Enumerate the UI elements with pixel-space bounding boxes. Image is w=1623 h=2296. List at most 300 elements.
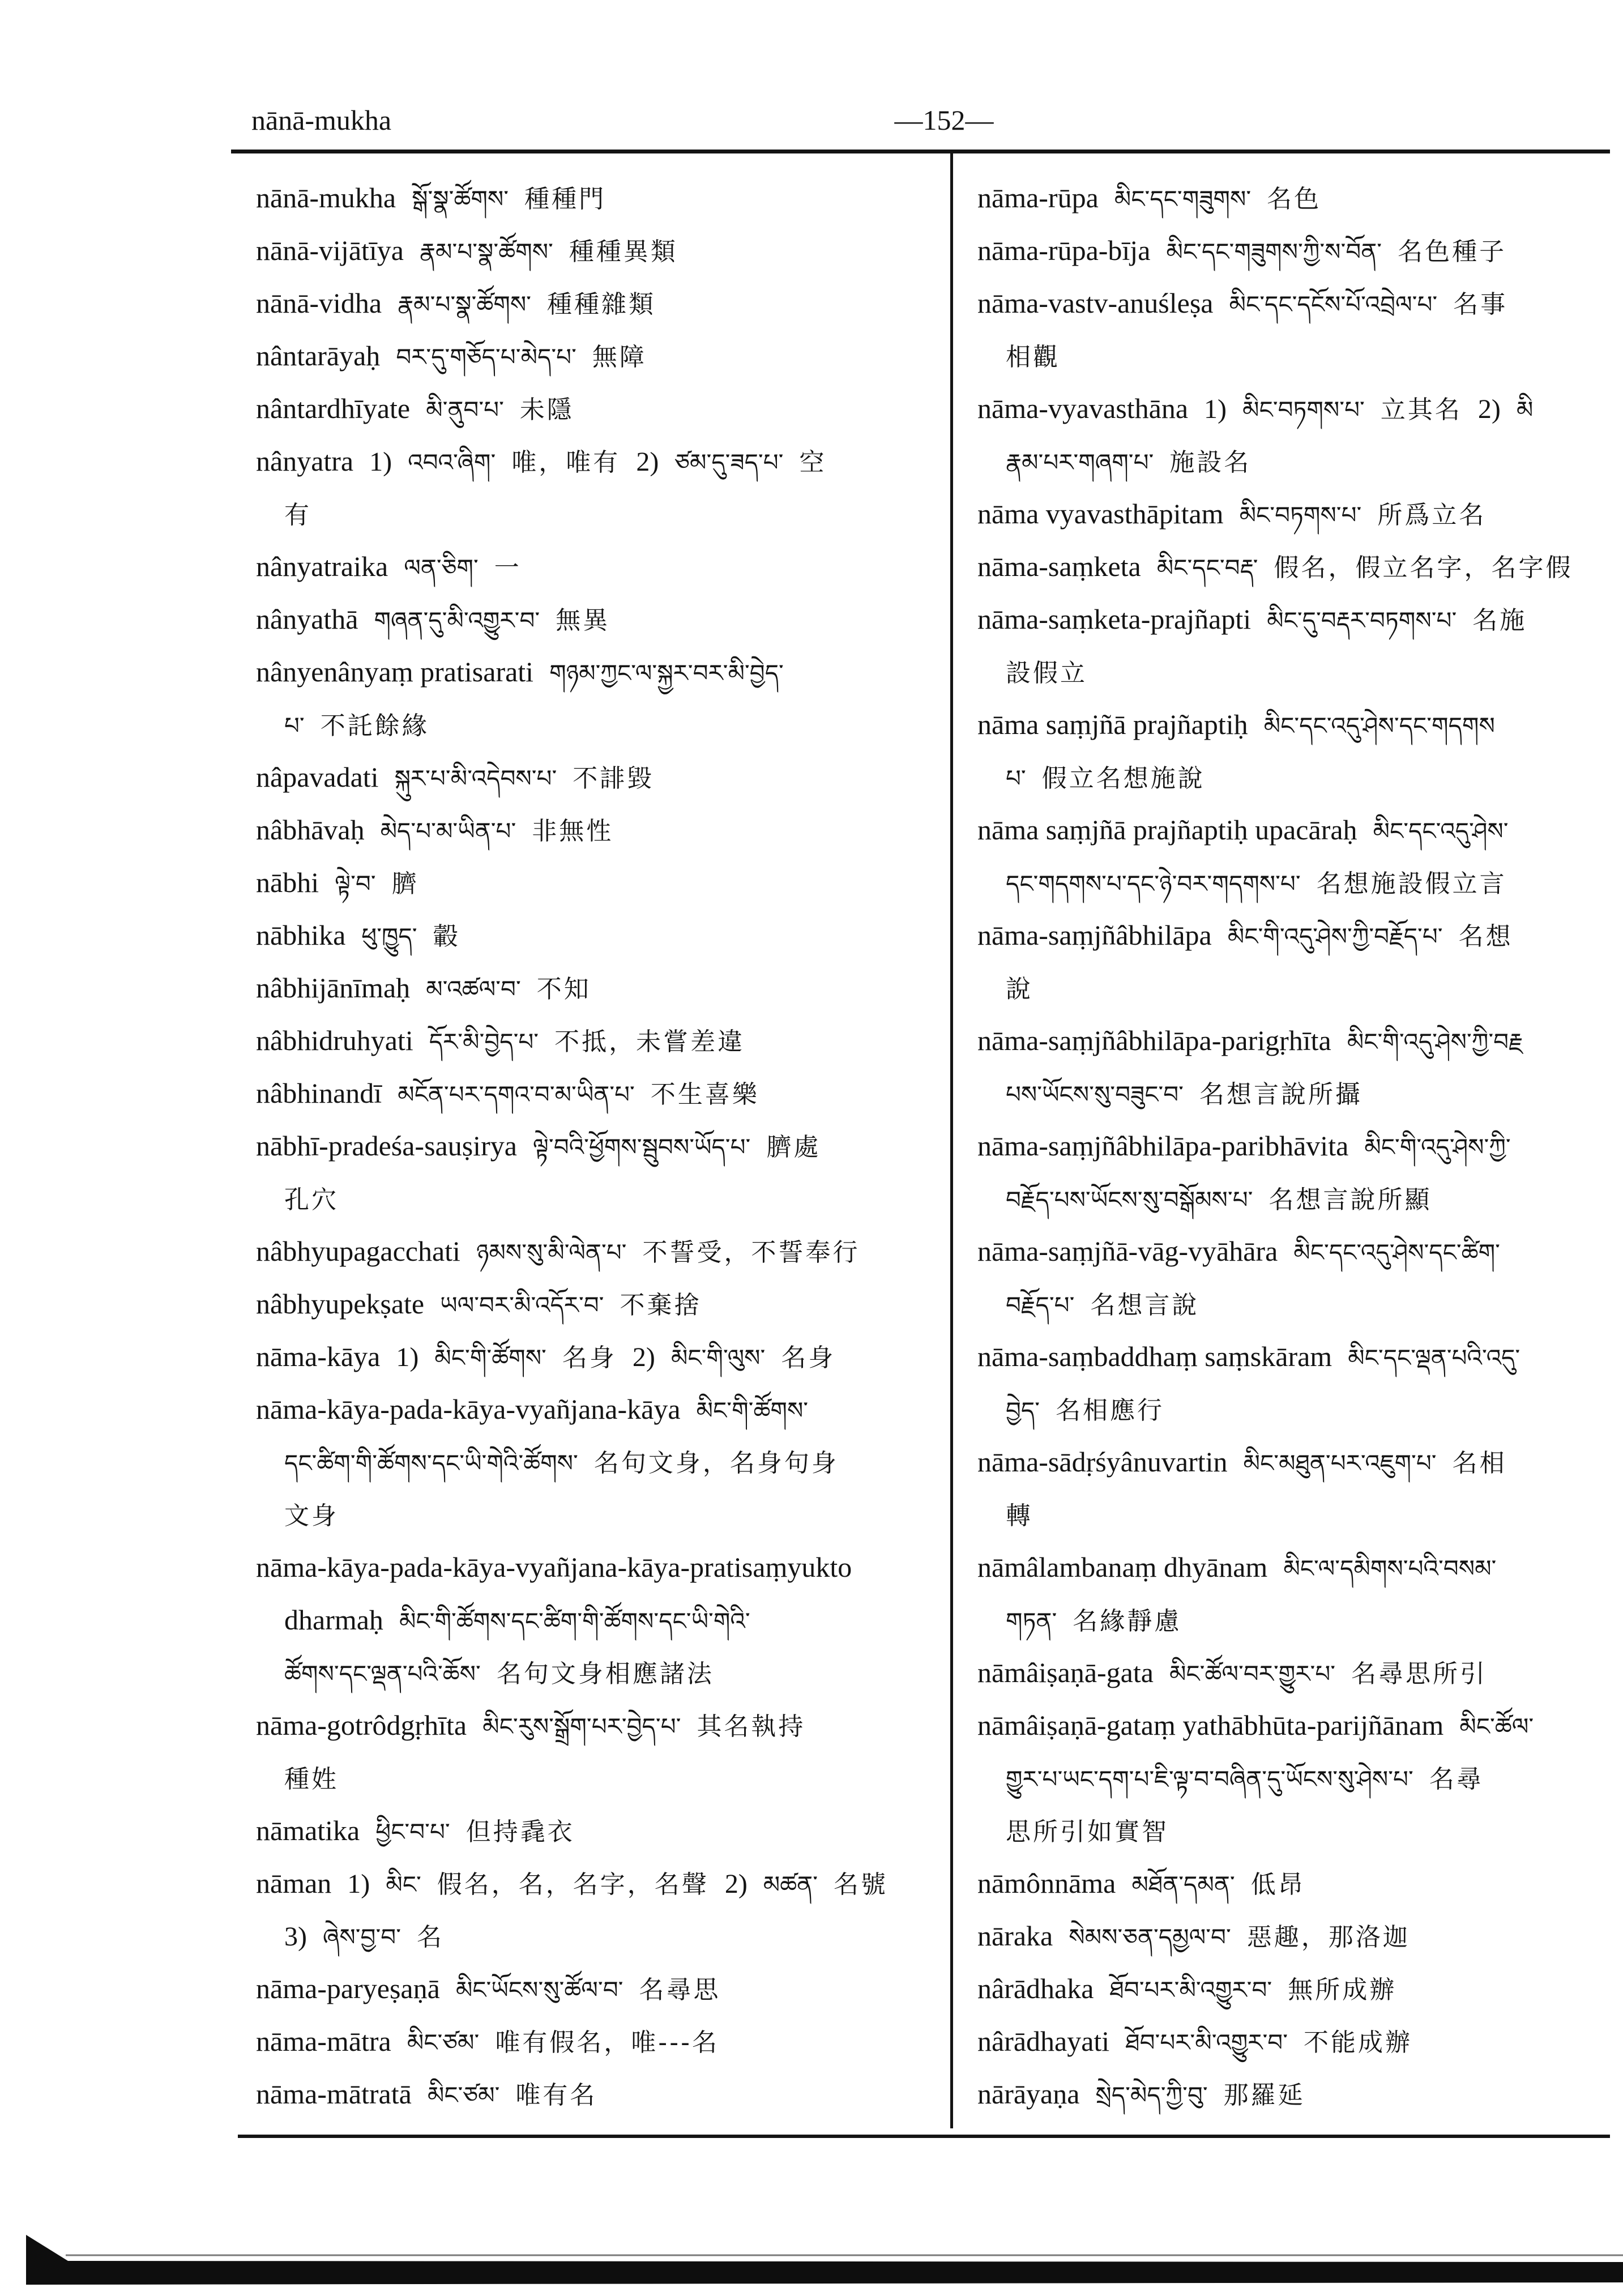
chinese-equivalent: 名想施設假立言 [1316, 869, 1507, 898]
entry-line [977, 540, 1610, 593]
entry-line [256, 1225, 938, 1278]
headword: nāmônnāma [977, 1867, 1116, 1899]
entry-line [256, 1383, 938, 1436]
headword: nāmâiṣaṇā-gata [977, 1657, 1154, 1688]
tibetan-equivalent: སྲེད་མེད་ཀྱི་བུ་ [1095, 2081, 1208, 2109]
headword: nāma-vyavasthāna [977, 392, 1189, 424]
dictionary-entry [977, 172, 1610, 224]
chinese-equivalent: 所爲立名 [1377, 501, 1487, 530]
chinese-equivalent: 唯有名 [515, 2081, 597, 2110]
chinese-equivalent: 唯有假名，唯---名 [495, 2028, 719, 2057]
chinese-equivalent: 設假立 [1006, 659, 1087, 688]
headword: nâbhinandī [256, 1077, 382, 1109]
entry-line [977, 1436, 1610, 1488]
dictionary-entry [977, 540, 1610, 593]
tibetan-equivalent: རྣམ་པ་སྣ་ཚོགས་ [398, 291, 531, 318]
dictionary-entry [256, 593, 938, 646]
headword: nāma-kāya [256, 1341, 381, 1372]
entry-line [256, 1804, 938, 1857]
entry-continuation-line [977, 962, 1610, 1014]
top-rule [231, 150, 1610, 153]
dictionary-entry [977, 1330, 1610, 1436]
chinese-equivalent: 無異 [556, 606, 610, 635]
chinese-equivalent: 名相 [1452, 1449, 1507, 1478]
dictionary-entry [256, 330, 938, 382]
tibetan-equivalent: མིང་དང་འདུ་ཤེས་ [1373, 817, 1509, 845]
tibetan-equivalent: གཞན་དུ་མི་འགྱུར་བ་ [374, 607, 540, 634]
chinese-equivalent: 假名，假立名字，名字假 [1274, 553, 1573, 582]
tibetan-equivalent: ཚོགས་དང་ལྡན་པའི་ཆོས་ [284, 1660, 481, 1688]
entry-line [977, 1330, 1610, 1383]
headword: nâbhidruhyati [256, 1025, 413, 1056]
chinese-equivalent: 假名，名，名字，名聲 [437, 1870, 709, 1899]
entry-line [977, 909, 1610, 962]
right-column [977, 172, 1610, 2123]
entry-line [256, 540, 938, 593]
tibetan-equivalent: མིང་ [386, 1871, 421, 1898]
headword: nânyatraika [256, 550, 388, 582]
dictionary-entry [977, 224, 1610, 277]
entry-continuation-line [977, 1488, 1610, 1541]
tibetan-equivalent: མི་ནུབ་པ་ [426, 396, 504, 424]
dictionary-entry [256, 1857, 938, 1962]
tibetan-equivalent: མིང་གི་ལུས་ [670, 1344, 766, 1372]
headword: nānā-vidha [256, 287, 382, 319]
headword: nāma-kāya-pada-kāya-vyañjana-kāya [256, 1393, 681, 1425]
tibetan-equivalent: སེམས་ཅན་དམྱལ་བ་ [1069, 1923, 1231, 1951]
entry-line [256, 1120, 938, 1172]
headword: nāma-mātratā [256, 2078, 412, 2110]
dictionary-entry [256, 1962, 938, 2015]
entry-continuation-line [977, 1172, 1610, 1225]
tibetan-equivalent: ཐོབ་པར་མི་འགྱུར་བ་ [1125, 2029, 1288, 2056]
tibetan-equivalent: མིང་དུ་བརྡར་བཏགས་པ་ [1267, 607, 1457, 634]
entry-continuation-line [977, 435, 1610, 488]
entry-line [977, 1120, 1610, 1172]
chinese-equivalent: 不誹毀 [573, 764, 655, 793]
chinese-equivalent: 無所成辦 [1288, 1975, 1397, 2004]
entry-continuation-line [256, 1172, 938, 1225]
dictionary-entry [977, 1646, 1610, 1699]
headword: nârādhaka [977, 1973, 1094, 2004]
headword: nāma saṃjñā prajñaptiḥ [977, 709, 1248, 740]
entry-line [977, 382, 1610, 435]
entry-line [256, 382, 938, 435]
dictionary-entry [977, 382, 1610, 488]
tibetan-equivalent: མིང་དང་འདུ་ཤེས་དང་གདགས [1263, 712, 1495, 740]
entry-line [256, 2015, 938, 2068]
tibetan-equivalent: ཉམས་སུ་མི་ལེན་པ་ [476, 1239, 627, 1266]
entry-line [256, 1699, 938, 1752]
sense-number: 1) [347, 1869, 370, 1899]
entry-line [977, 1541, 1610, 1594]
chinese-equivalent: 不知 [536, 975, 591, 1004]
tibetan-equivalent: མིང་གི་འདུ་ཤེས་ཀྱི་བརྗོད་པ་ [1227, 923, 1443, 950]
headword: nânyenânyaṃ pratisarati [256, 656, 534, 688]
entry-line [977, 804, 1610, 856]
entry-line [977, 1910, 1610, 1962]
tibetan-equivalent: མིང་ཙམ་ [407, 2029, 480, 2056]
chinese-equivalent: 一 [494, 553, 522, 582]
headword: nārāyaṇa [977, 2078, 1080, 2110]
entry-continuation-line [977, 1383, 1610, 1436]
entry-continuation-line [977, 1804, 1610, 1857]
dictionary-entry [256, 2068, 938, 2120]
headword: nāma-rūpa [977, 182, 1099, 214]
tibetan-equivalent: མེད་པ་མ་ཡིན་པ་ [380, 817, 516, 845]
entry-continuation-line [977, 1067, 1610, 1120]
entry-line [977, 1699, 1610, 1752]
chinese-equivalent: 空 [799, 448, 827, 477]
tibetan-equivalent: མིང་ཡོངས་སུ་ཚོལ་བ་ [455, 1976, 623, 2004]
chinese-equivalent: 不誓受，不誓奉行 [642, 1238, 860, 1267]
scan-edge-band [0, 2226, 1623, 2296]
entry-line [977, 593, 1610, 646]
tibetan-equivalent: དང་གདགས་པ་དང་ཉེ་བར་གདགས་པ་ [1006, 870, 1301, 898]
column-divider [950, 153, 953, 2128]
dictionary-entry [256, 1278, 938, 1330]
tibetan-equivalent: མིང་ཚོལ་བར་གྱུར་པ་ [1169, 1660, 1336, 1688]
dictionary-entry [256, 1067, 938, 1120]
entry-continuation-line [977, 856, 1610, 909]
tibetan-equivalent: ལྟེ་བ་ [335, 870, 376, 898]
dictionary-entry [256, 856, 938, 909]
tibetan-equivalent: མཐོན་དམན་ [1131, 1871, 1235, 1898]
dictionary-entry [977, 1225, 1610, 1330]
left-column [256, 172, 938, 2123]
chinese-equivalent: 低昂 [1250, 1870, 1305, 1899]
sanskrit-text: dharmaḥ [284, 1604, 383, 1636]
chinese-equivalent: 不能成辦 [1304, 2028, 1413, 2057]
entry-line [977, 2068, 1610, 2120]
entry-line [256, 1067, 938, 1120]
tibetan-equivalent: ཕུ་ཁྱུད་ [361, 923, 417, 950]
headword: nâbhijānīmaḥ [256, 972, 411, 1004]
headword: nârādhayati [977, 2025, 1110, 2057]
entry-line [977, 1857, 1610, 1910]
sense-number: 1) [396, 1342, 419, 1372]
entry-line [256, 1857, 938, 1910]
tibetan-equivalent: གཉམ་ཀྱང་ལ་སྐྱར་བར་མི་བྱེད་ [549, 659, 784, 687]
tibetan-equivalent: རྣམ་པར་གཞག་པ་ [1006, 449, 1154, 476]
chinese-equivalent: 有 [284, 501, 311, 530]
entry-continuation-line [977, 330, 1610, 382]
dictionary-entry [256, 1120, 938, 1225]
headword: nâbhāvaḥ [256, 814, 365, 846]
tibetan-equivalent: བྱེད་ [1006, 1397, 1040, 1424]
chinese-equivalent: 假立名想施說 [1041, 764, 1205, 793]
dictionary-entry [977, 1436, 1610, 1541]
headword: nāma-saṃjñā-vāg-vyāhāra [977, 1235, 1278, 1267]
chinese-equivalent: 不生喜樂 [650, 1080, 759, 1109]
tibetan-equivalent: ཙམ་དུ་ཟད་པ་ [674, 449, 784, 476]
entry-line [256, 435, 938, 488]
entry-line [256, 224, 938, 277]
tibetan-equivalent: ལན་ཅིག་ [404, 554, 479, 582]
chinese-equivalent: 名相應行 [1056, 1396, 1165, 1425]
chinese-equivalent: 名施 [1472, 606, 1527, 635]
tibetan-equivalent: མིང་གི་ཚོགས་ [434, 1344, 546, 1372]
chinese-equivalent: 但持毳衣 [465, 1817, 575, 1846]
dictionary-entry [256, 962, 938, 1014]
entry-line [256, 804, 938, 856]
tibetan-equivalent: ཐོབ་པར་མི་འགྱུར་བ་ [1109, 1976, 1272, 2004]
tibetan-equivalent: མིང་དང་ལྡན་པའི་འདུ་ [1348, 1344, 1521, 1372]
tibetan-equivalent: པས་ཡོངས་སུ་བཟུང་བ་ [1006, 1081, 1184, 1108]
chinese-equivalent: 名句文身相應諸法 [496, 1659, 714, 1688]
headword: nântardhīyate [256, 392, 411, 424]
chinese-equivalent: 未隱 [519, 395, 574, 424]
chinese-equivalent: 名 [417, 1923, 445, 1952]
entry-line [256, 330, 938, 382]
headword: nāma-vastv-anuśleṣa [977, 287, 1214, 319]
entry-line [977, 2015, 1610, 2068]
chinese-equivalent: 相觀 [1006, 343, 1060, 372]
entry-continuation-line [256, 1646, 938, 1699]
headword: nāma-gotrôdgṛhīta [256, 1709, 467, 1741]
entry-continuation-line [256, 1910, 938, 1962]
headword: nābhī-pradeśa-sauṣirya [256, 1130, 517, 1162]
running-head: nānā-mukha [251, 104, 392, 136]
chinese-equivalent: 名緣靜慮 [1073, 1607, 1182, 1636]
headword: nāma-paryeṣaṇā [256, 1973, 440, 2004]
chinese-equivalent: 不棄捨 [620, 1291, 702, 1320]
scan-edge-shadow [26, 2235, 1623, 2285]
entry-line [977, 698, 1610, 751]
tibetan-equivalent: ཞེས་བྱ་བ་ [322, 1923, 402, 1951]
dictionary-entry [977, 1962, 1610, 2015]
entry-continuation-line [977, 646, 1610, 698]
chinese-equivalent: 轉 [1006, 1501, 1033, 1530]
tibetan-equivalent: འབའ་ཞིག་ [408, 449, 496, 476]
chinese-equivalent: 文身 [284, 1501, 339, 1530]
entry-line [256, 172, 938, 224]
dictionary-entry [256, 909, 938, 962]
entry-line [256, 1962, 938, 2015]
entry-line [977, 1646, 1610, 1699]
tibetan-equivalent: དང་ཚིག་གི་ཚོགས་དང་ཡི་གེའི་ཚོགས་ [284, 1449, 578, 1477]
chinese-equivalent: 惡趣，那洛迦 [1246, 1923, 1410, 1952]
headword: nāraka [977, 1920, 1053, 1952]
dictionary-entry [256, 1225, 938, 1278]
entry-continuation-line [256, 1752, 938, 1804]
headword: nābhika [256, 919, 346, 951]
tibetan-equivalent: ལྟེ་བའི་ཕྱོགས་སྦུབས་ཡོད་པ་ [532, 1133, 751, 1161]
tibetan-equivalent: བརྗོད་པ་ [1006, 1291, 1075, 1319]
entry-continuation-line [256, 1594, 938, 1646]
headword: nāma-mātra [256, 2025, 391, 2057]
chinese-equivalent: 種種雜類 [547, 290, 656, 319]
entry-line [977, 1014, 1610, 1067]
tibetan-equivalent: མིང་ཚོལ་ [1459, 1713, 1534, 1740]
entry-line [977, 172, 1610, 224]
chinese-equivalent: 種姓 [284, 1765, 339, 1794]
chinese-equivalent: 名號 [834, 1870, 889, 1899]
entry-continuation-line [256, 1436, 938, 1488]
dictionary-entry [977, 1541, 1610, 1646]
entry-line [977, 224, 1610, 277]
dictionary-entry [256, 435, 938, 540]
headword: nāma-saṃjñâbhilāpa-paribhāvita [977, 1130, 1349, 1162]
chinese-equivalent: 那羅延 [1223, 2081, 1305, 2110]
entry-line [256, 1330, 938, 1383]
entry-line [256, 751, 938, 804]
dictionary-entry [256, 382, 938, 435]
tibetan-equivalent: མིང་གི་ཚོགས་ [696, 1397, 809, 1424]
dictionary-entry [256, 1014, 938, 1067]
headword: nāma-saṃketa [977, 550, 1141, 582]
chinese-equivalent: 名想言說所攝 [1199, 1080, 1363, 1109]
chinese-equivalent: 孔穴 [284, 1185, 339, 1214]
headword: nānā-mukha [256, 182, 396, 214]
tibetan-equivalent: མིང་དང་གཟུགས་ཀྱི་ས་བོན་ [1166, 238, 1382, 266]
tibetan-equivalent: མིང་གི་ཚོགས་དང་ཚིག་གི་ཚོགས་དང་ཡི་གེའི་ [399, 1607, 750, 1635]
headword: nāma-saṃjñâbhilāpa-parigṛhīta [977, 1025, 1331, 1056]
dictionary-entry [256, 1699, 938, 1804]
dictionary-entry [977, 277, 1610, 382]
sense-number: 2) [1477, 394, 1501, 424]
chinese-equivalent: 名色 [1267, 185, 1322, 214]
chinese-equivalent: 名尋 [1429, 1765, 1484, 1794]
entry-continuation-line [256, 698, 938, 751]
tibetan-equivalent: བར་དུ་གཅོད་པ་མེད་པ་ [396, 343, 576, 371]
chinese-equivalent: 其名執持 [697, 1712, 806, 1741]
tibetan-equivalent: མིང་ལ་དམིགས་པའི་བསམ་ [1283, 1555, 1497, 1582]
tibetan-equivalent: མིང་ཙམ་ [427, 2081, 500, 2109]
tibetan-equivalent: མིང་དང་གཟུགས་ [1114, 185, 1252, 213]
dictionary-entry [977, 2015, 1610, 2068]
tibetan-equivalent: གཏན་ [1006, 1607, 1057, 1635]
dictionary-entry [977, 2068, 1610, 2120]
tibetan-equivalent: མིང་མཐུན་པར་འཇུག་པ་ [1243, 1449, 1437, 1477]
headword: nāman [256, 1867, 332, 1899]
tibetan-equivalent: དོར་མི་བྱེད་པ་ [429, 1028, 539, 1056]
headword: nāma-saṃjñâbhilāpa [977, 919, 1212, 951]
tibetan-equivalent: པ་ [1006, 765, 1026, 792]
headword: nāmâiṣaṇā-gataṃ yathābhūta-parijñānam [977, 1709, 1444, 1741]
tibetan-equivalent: བརྗོད་པས་ཡོངས་སུ་བསྒོམས་པ་ [1006, 1186, 1253, 1214]
dictionary-entry [256, 1804, 938, 1857]
entry-line [977, 488, 1610, 540]
entry-line [256, 1541, 938, 1594]
dictionary-entry [977, 804, 1610, 909]
chinese-equivalent: 說 [1006, 975, 1033, 1004]
entry-line [977, 277, 1610, 330]
sense-number: 3) [284, 1922, 307, 1952]
dictionary-entry [256, 751, 938, 804]
dictionary-entry [977, 698, 1610, 804]
dictionary-entry [256, 1383, 938, 1541]
headword: nāma-rūpa-bīja [977, 234, 1151, 266]
headword: nāma-saṃbaddhaṃ saṃskāram [977, 1341, 1332, 1372]
chinese-equivalent: 名尋思 [639, 1975, 721, 2004]
entry-continuation-line [977, 1278, 1610, 1330]
dictionary-entry [256, 2015, 938, 2068]
chinese-equivalent: 轂 [433, 922, 460, 951]
tibetan-equivalent: མི [1516, 396, 1534, 424]
chinese-equivalent: 臍處 [766, 1133, 821, 1162]
chinese-equivalent: 名事 [1453, 290, 1508, 319]
tibetan-equivalent: མིང་རུས་སྒྲོག་པར་བྱེད་པ་ [482, 1713, 681, 1740]
chinese-equivalent: 名身 [562, 1343, 617, 1372]
entry-line [256, 962, 938, 1014]
sense-number: 1) [1204, 394, 1227, 424]
dictionary-entry [977, 488, 1610, 540]
chinese-equivalent: 種種門 [524, 185, 607, 214]
dictionary-entry [256, 277, 938, 330]
chinese-equivalent: 立其名 [1380, 395, 1462, 424]
chinese-equivalent: 名想言說 [1090, 1291, 1199, 1320]
dictionary-entry [256, 540, 938, 593]
tibetan-equivalent: ཡལ་བར་མི་འདོར་བ་ [440, 1291, 604, 1319]
tibetan-equivalent: མིང་བཏགས་པ་ [1239, 501, 1362, 529]
tibetan-equivalent: མིང་དང་བརྡ་ [1156, 554, 1258, 582]
headword: nâpavadati [256, 761, 379, 793]
tibetan-equivalent: མཚན་ [763, 1871, 818, 1898]
chinese-equivalent: 不託餘緣 [320, 711, 429, 740]
chinese-equivalent: 思所引如實智 [1006, 1817, 1169, 1846]
entry-line [256, 856, 938, 909]
dictionary-entry [256, 224, 938, 277]
headword: nânyatra [256, 445, 354, 477]
tibetan-equivalent: མིང་དང་འདུ་ཤེས་དང་ཚིག་ [1293, 1239, 1500, 1266]
sense-number: 2) [632, 1342, 655, 1372]
entry-line [256, 646, 938, 698]
entry-line [977, 1225, 1610, 1278]
entry-line [256, 593, 938, 646]
entry-continuation-line [977, 1594, 1610, 1646]
headword: nāma-saṃketa-prajñapti [977, 603, 1252, 635]
dictionary-entry [977, 1120, 1610, 1225]
entry-line [256, 277, 938, 330]
tibetan-equivalent: རྣམ་པ་སྣ་ཚོགས་ [420, 238, 553, 266]
headword: nāmâlambanaṃ dhyānam [977, 1551, 1268, 1583]
entry-continuation-line [256, 1488, 938, 1541]
tibetan-equivalent: མིང་བཏགས་པ་ [1242, 396, 1365, 424]
headword: nântarāyaḥ [256, 340, 381, 372]
headword: nāmatika [256, 1815, 360, 1846]
sense-number: 2) [724, 1869, 748, 1899]
chinese-equivalent: 非無性 [532, 817, 614, 846]
tibetan-equivalent: གྱུར་པ་ཡང་དག་པ་ཇི་ལྟ་བ་བཞིན་དུ་ཡོངས་སུ་ཤེས་པ་ [1006, 1765, 1413, 1793]
page-number: —152— [894, 104, 994, 136]
dictionary-entry [256, 1541, 938, 1699]
dictionary-entry [977, 1857, 1610, 1910]
tibetan-equivalent: ཕྱིང་བ་པ་ [375, 1818, 450, 1846]
headword: nâbhyupagacchati [256, 1235, 460, 1267]
chinese-equivalent: 名身 [781, 1343, 836, 1372]
chinese-equivalent: 臍 [391, 869, 419, 898]
headword: nābhi [256, 867, 319, 898]
tibetan-equivalent: མིང་དང་དངོས་པོ་འབྲེལ་པ་ [1229, 291, 1438, 318]
dictionary-entry [977, 1699, 1610, 1857]
dictionary-entry [256, 804, 938, 856]
tibetan-equivalent: མངོན་པར་དགའ་བ་མ་ཡིན་པ་ [398, 1081, 635, 1108]
tibetan-equivalent: མིང་གི་འདུ་ཤེས་ཀྱི་བརྗ [1347, 1028, 1523, 1056]
headword: nānā-vijātīya [256, 234, 404, 266]
entry-continuation-line [977, 751, 1610, 804]
entry-continuation-line [256, 488, 938, 540]
chinese-equivalent: 名尋思所引 [1351, 1659, 1488, 1688]
tibetan-equivalent: མིང་གི་འདུ་ཤེས་ཀྱི་ [1364, 1133, 1511, 1161]
chinese-equivalent: 名色種子 [1398, 237, 1507, 266]
chinese-equivalent: 無障 [592, 343, 647, 372]
headword: nāma saṃjñā prajñaptiḥ upacāraḥ [977, 814, 1357, 846]
headword: nâbhyupekṣate [256, 1288, 425, 1320]
dictionary-entry [977, 1014, 1610, 1120]
entry-line [256, 1278, 938, 1330]
entry-continuation-line [977, 1752, 1610, 1804]
